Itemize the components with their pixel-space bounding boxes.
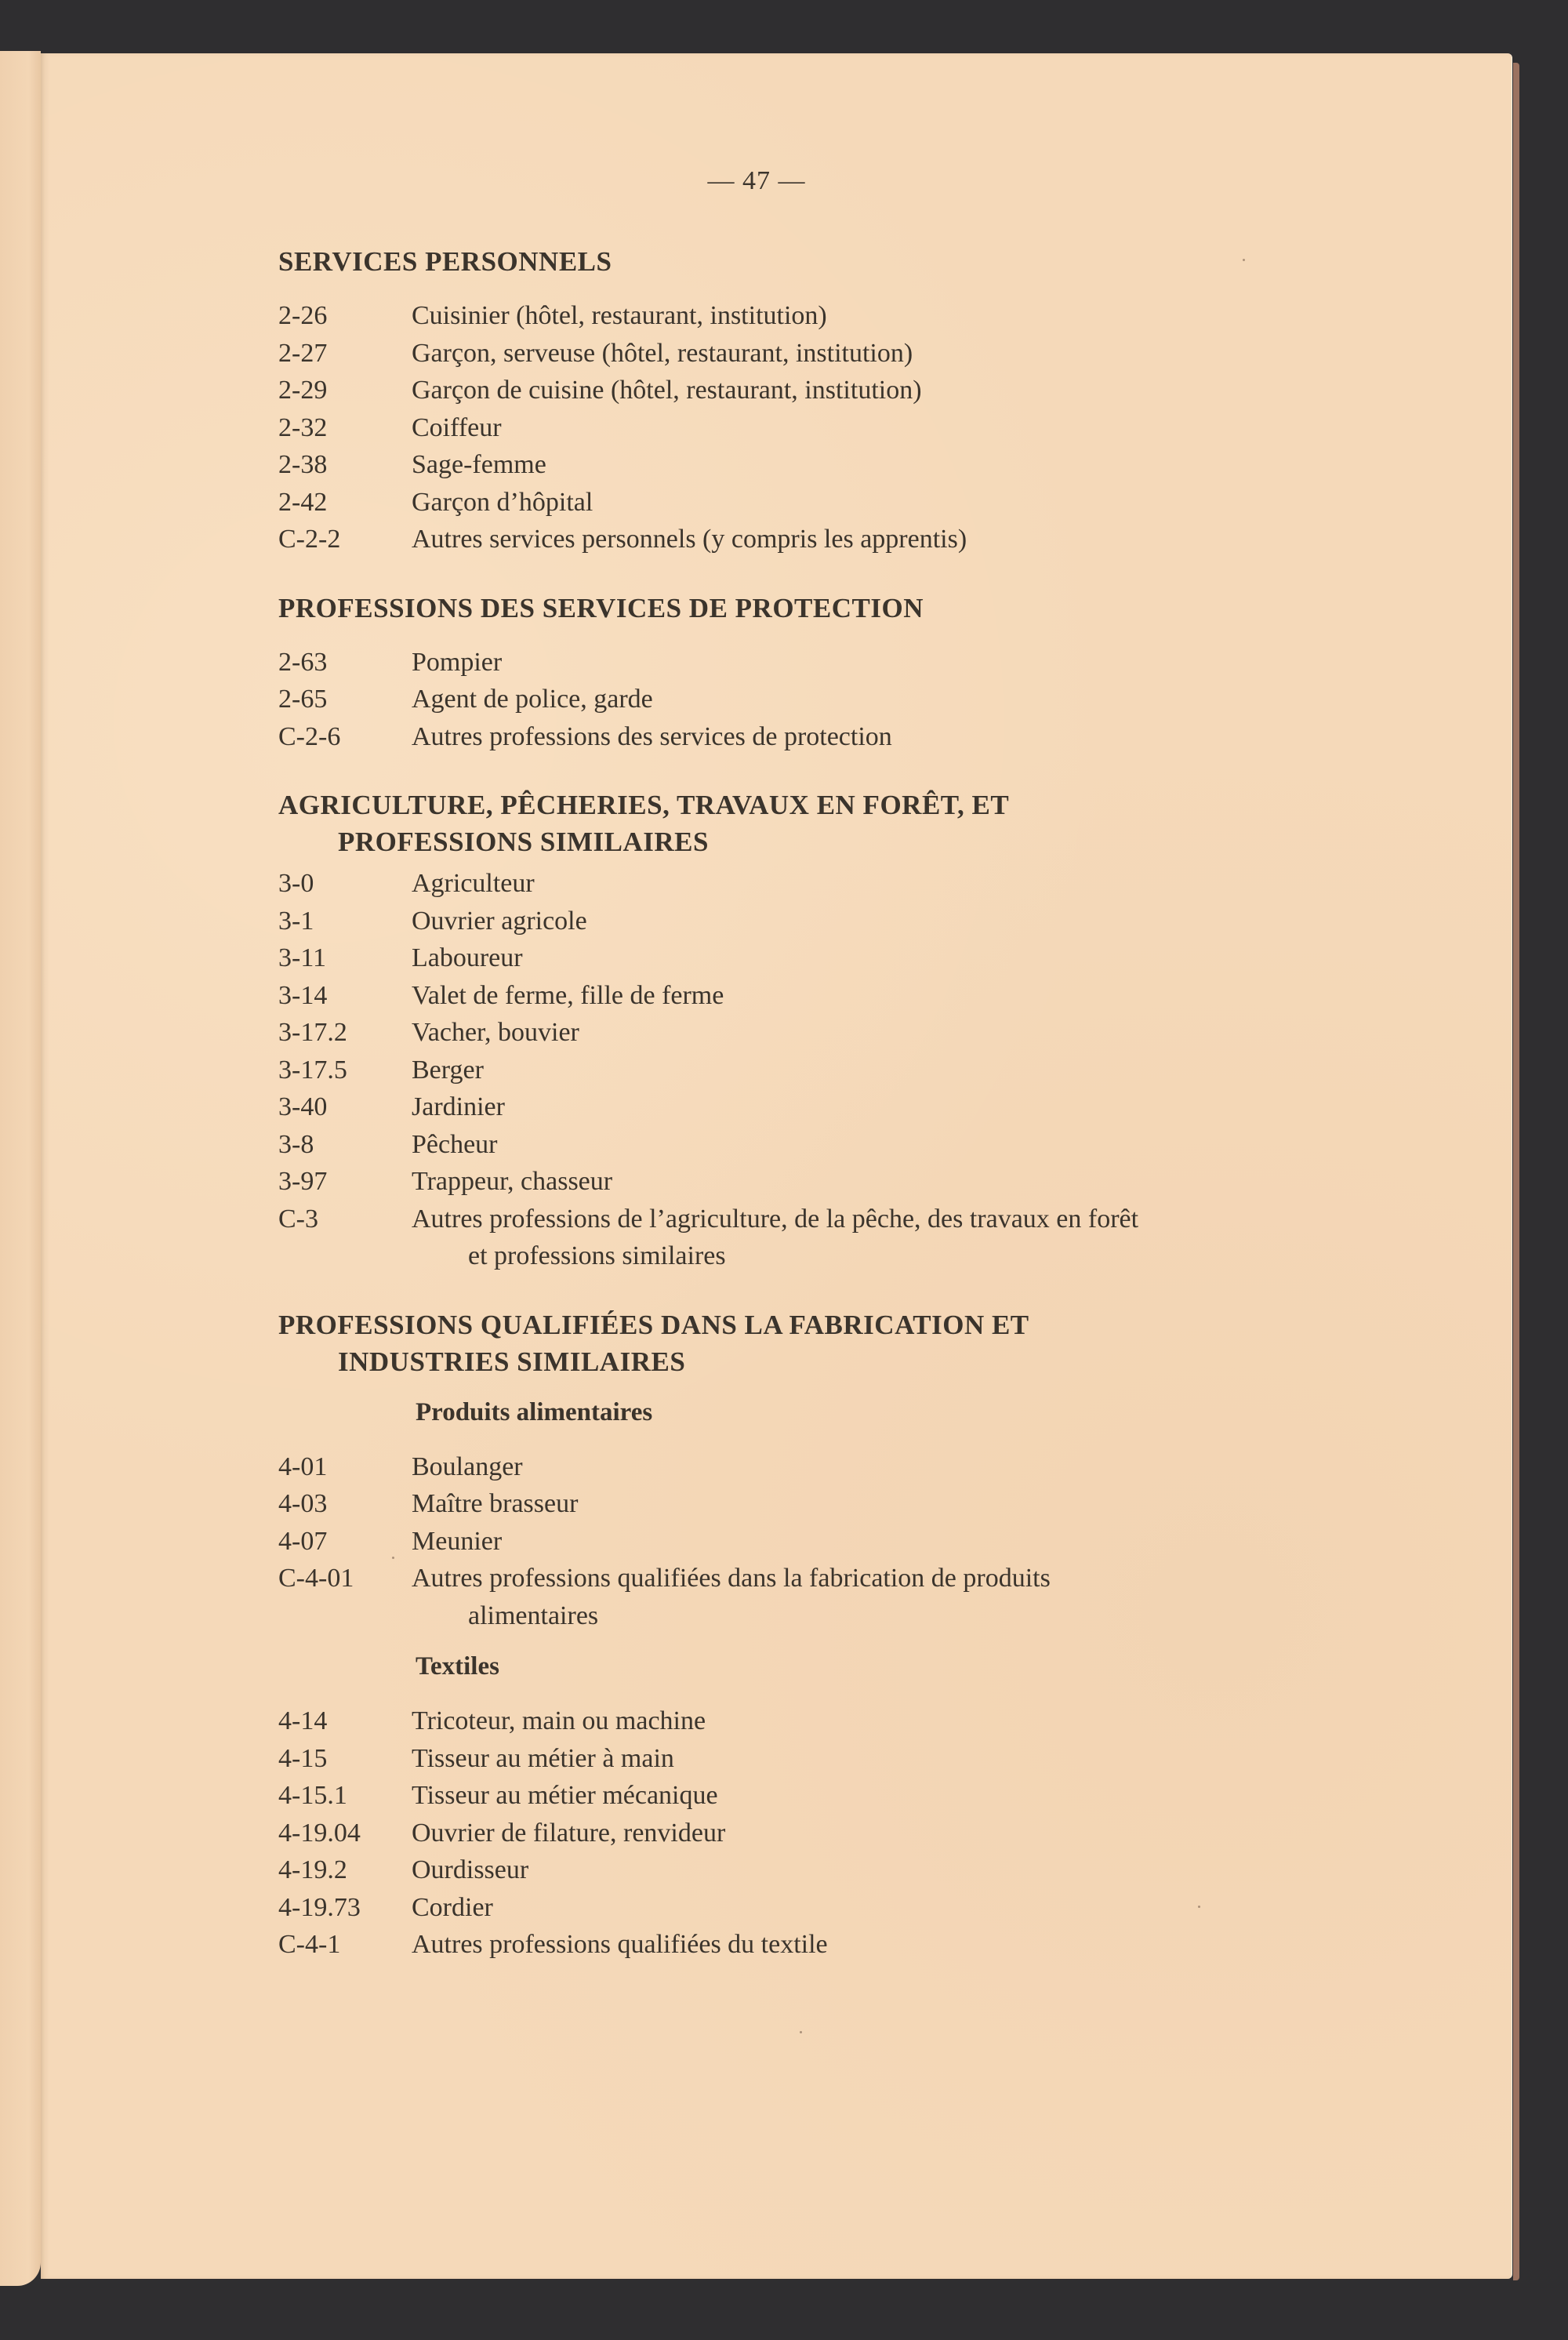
paper-speck bbox=[800, 2031, 802, 2033]
list-item bbox=[278, 297, 1376, 335]
occupation-desc: Coiffeur bbox=[412, 412, 502, 442]
section-title bbox=[278, 243, 1376, 280]
occupation-desc: Jardinier bbox=[412, 1092, 505, 1121]
previous-page-edge bbox=[0, 51, 41, 2286]
occupation-code: 4-14 bbox=[278, 1706, 328, 1735]
occupation-code: 3-8 bbox=[278, 1129, 314, 1159]
list-item bbox=[278, 681, 1376, 718]
occupation-code: C-2-2 bbox=[278, 525, 341, 554]
item-list bbox=[278, 297, 1376, 558]
section-title bbox=[278, 590, 1376, 627]
list-item bbox=[278, 939, 1376, 977]
list-item bbox=[278, 409, 1376, 447]
subgroup-textiles bbox=[278, 1648, 1376, 1964]
list-item bbox=[278, 644, 1376, 681]
item-list bbox=[278, 644, 1376, 756]
item-list bbox=[278, 865, 1376, 1275]
section-title-line1: AGRICULTURE, PÊCHERIES, TRAVAUX EN FORÊT, ET bbox=[278, 790, 1010, 820]
list-item bbox=[278, 1777, 1376, 1815]
list-item bbox=[278, 1201, 1376, 1275]
list-item bbox=[278, 484, 1376, 521]
occupation-desc: Meunier bbox=[412, 1526, 503, 1556]
occupation-code: C-2-6 bbox=[278, 721, 341, 751]
list-item bbox=[278, 1088, 1376, 1126]
occupation-list bbox=[278, 243, 1376, 1995]
occupation-desc: Autres services personnels (y compris les apprentis) bbox=[412, 525, 967, 554]
occupation-desc: Vacher, bouvier bbox=[412, 1018, 579, 1047]
occupation-desc: Tisseur au métier à main bbox=[412, 1743, 674, 1773]
occupation-code: C-4-1 bbox=[278, 1930, 341, 1959]
occupation-code: 2-29 bbox=[278, 376, 328, 405]
section-services-de-protection bbox=[278, 590, 1376, 756]
subgroup-produits-alimentaires bbox=[278, 1394, 1376, 1635]
occupation-desc-continuation: alimentaires bbox=[468, 1601, 599, 1630]
occupation-code: 3-1 bbox=[278, 906, 314, 936]
occupation-code: C-4-01 bbox=[278, 1564, 354, 1593]
list-item bbox=[278, 1702, 1376, 1740]
list-item bbox=[278, 1560, 1376, 1634]
occupation-desc: Garçon d’hôpital bbox=[412, 487, 593, 517]
list-item bbox=[278, 1014, 1376, 1052]
list-item bbox=[278, 446, 1376, 484]
occupation-code: 4-15 bbox=[278, 1743, 328, 1773]
occupation-desc: Garçon de cuisine (hôtel, restaurant, institution) bbox=[412, 376, 922, 405]
occupation-desc: Ourdisseur bbox=[412, 1855, 529, 1884]
section-title-line2: INDUSTRIES SIMILAIRES bbox=[338, 1346, 686, 1377]
list-item bbox=[278, 335, 1376, 372]
occupation-desc bbox=[412, 1560, 1376, 1634]
page-number bbox=[0, 166, 1513, 196]
list-item bbox=[278, 1815, 1376, 1852]
occupation-code: 4-19.04 bbox=[278, 1818, 361, 1848]
list-item bbox=[278, 865, 1376, 903]
occupation-code: C-3 bbox=[278, 1204, 318, 1234]
section-title-line1: SERVICES PERSONNELS bbox=[278, 246, 612, 277]
section-professions-qualifiees bbox=[278, 1306, 1376, 1964]
list-item bbox=[278, 1126, 1376, 1164]
occupation-desc: Berger bbox=[412, 1055, 484, 1085]
occupation-code: 2-65 bbox=[278, 685, 328, 714]
list-item bbox=[278, 1485, 1376, 1523]
occupation-desc-line1: Autres professions qualifiées dans la fabrication de produits bbox=[412, 1564, 1051, 1593]
page-stack-edge bbox=[1513, 63, 1519, 2280]
occupation-desc: Trappeur, chasseur bbox=[412, 1167, 613, 1196]
list-item bbox=[278, 372, 1376, 409]
subheading: Textiles bbox=[416, 1652, 499, 1681]
list-item bbox=[278, 1851, 1376, 1889]
occupation-desc: Cordier bbox=[412, 1892, 493, 1922]
occupation-code: 4-03 bbox=[278, 1489, 328, 1518]
occupation-code: 3-97 bbox=[278, 1167, 328, 1196]
occupation-desc: Agent de police, garde bbox=[412, 685, 653, 714]
list-item bbox=[278, 1523, 1376, 1561]
paper-speck bbox=[1243, 259, 1245, 261]
occupation-desc: Ouvrier agricole bbox=[412, 906, 587, 936]
list-item bbox=[278, 521, 1376, 558]
occupation-desc: Garçon, serveuse (hôtel, restaurant, institution) bbox=[412, 338, 913, 368]
occupation-desc: Cuisinier (hôtel, restaurant, institution) bbox=[412, 301, 827, 330]
occupation-code: 3-40 bbox=[278, 1092, 328, 1121]
occupation-code: 3-11 bbox=[278, 943, 327, 972]
occupation-desc: Agriculteur bbox=[412, 869, 535, 898]
occupation-desc: Boulanger bbox=[412, 1452, 523, 1481]
occupation-desc-line1: Autres professions de l’agriculture, de la pêche, des travaux en forêt bbox=[412, 1204, 1139, 1234]
occupation-desc: Pêcheur bbox=[412, 1129, 498, 1159]
occupation-code: 3-17.2 bbox=[278, 1018, 347, 1047]
paper-speck bbox=[1198, 1906, 1200, 1908]
section-title-line2: PROFESSIONS SIMILAIRES bbox=[338, 827, 709, 857]
occupation-code: 4-01 bbox=[278, 1452, 328, 1481]
occupation-code: 2-38 bbox=[278, 450, 328, 479]
section-title-line1: PROFESSIONS DES SERVICES DE PROTECTION bbox=[278, 592, 924, 623]
occupation-desc: Autres professions des services de protection bbox=[412, 721, 892, 751]
occupation-code: 3-17.5 bbox=[278, 1055, 347, 1085]
section-title-line1: PROFESSIONS QUALIFIÉES DANS LA FABRICATION ET bbox=[278, 1309, 1029, 1340]
section-title bbox=[278, 787, 1376, 860]
occupation-desc: Valet de ferme, fille de ferme bbox=[412, 980, 724, 1010]
section-agriculture bbox=[278, 787, 1376, 1275]
occupation-code: 4-19.2 bbox=[278, 1855, 347, 1884]
list-item bbox=[278, 1889, 1376, 1927]
occupation-code: 4-15.1 bbox=[278, 1781, 347, 1810]
section-title bbox=[278, 1306, 1376, 1380]
list-item bbox=[278, 977, 1376, 1015]
page-number-label: — 47 — bbox=[707, 166, 806, 195]
occupation-desc: Pompier bbox=[412, 647, 503, 677]
occupation-code: 4-07 bbox=[278, 1526, 328, 1556]
list-item bbox=[278, 1163, 1376, 1201]
occupation-code: 2-26 bbox=[278, 301, 328, 330]
occupation-code: 2-63 bbox=[278, 647, 328, 677]
list-item bbox=[278, 1926, 1376, 1964]
occupation-desc bbox=[412, 1201, 1376, 1275]
occupation-desc: Maître brasseur bbox=[412, 1489, 579, 1518]
occupation-code: 4-19.73 bbox=[278, 1892, 361, 1922]
occupation-code: 3-0 bbox=[278, 869, 314, 898]
occupation-desc: Tricoteur, main ou machine bbox=[412, 1706, 706, 1735]
occupation-desc: Tisseur au métier mécanique bbox=[412, 1781, 718, 1810]
occupation-code: 3-14 bbox=[278, 980, 328, 1010]
occupation-desc: Sage-femme bbox=[412, 450, 546, 479]
list-item bbox=[278, 1052, 1376, 1089]
list-item bbox=[278, 903, 1376, 940]
occupation-desc: Autres professions qualifiées du textile bbox=[412, 1930, 828, 1959]
occupation-desc: Ouvrier de filature, renvideur bbox=[412, 1818, 726, 1848]
list-item bbox=[278, 718, 1376, 756]
subheading: Produits alimentaires bbox=[416, 1397, 653, 1426]
paper-speck bbox=[392, 1557, 394, 1559]
list-item bbox=[278, 1740, 1376, 1778]
section-services-personnels bbox=[278, 243, 1376, 558]
occupation-code: 2-42 bbox=[278, 487, 328, 517]
occupation-desc-continuation: et professions similaires bbox=[468, 1241, 726, 1270]
occupation-code: 2-27 bbox=[278, 338, 328, 368]
occupation-desc: Laboureur bbox=[412, 943, 523, 972]
occupation-code: 2-32 bbox=[278, 412, 328, 442]
list-item bbox=[278, 1448, 1376, 1486]
